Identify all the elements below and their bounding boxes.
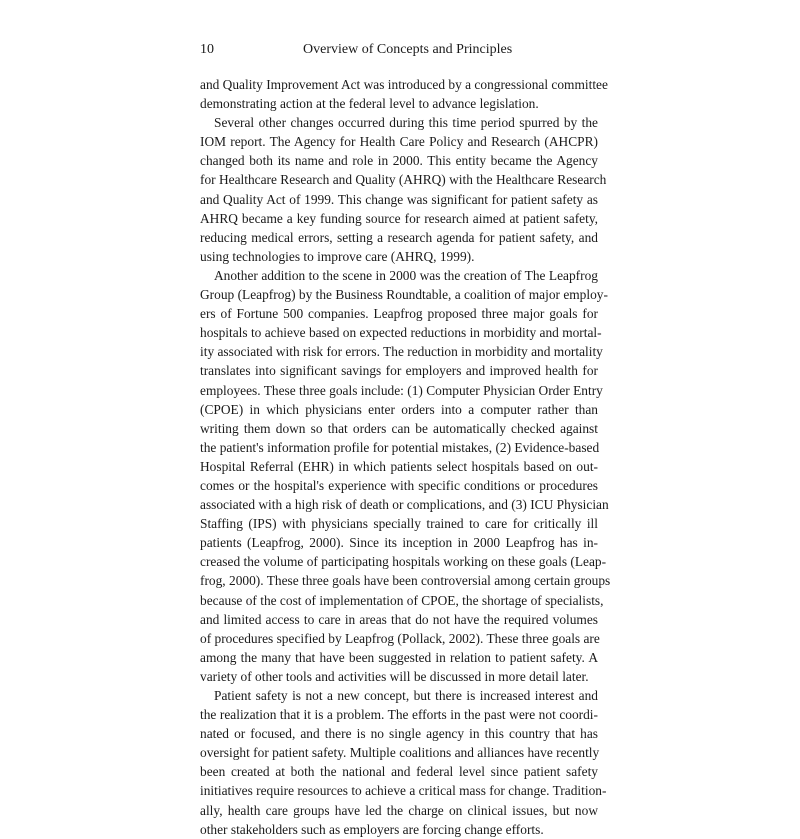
text-line: ers of Fortune 500 companies. Leapfrog proposed three major goals for [200, 306, 598, 322]
text-line: variety of other tools and activities will be discussed in more detail later. [200, 668, 589, 684]
text-line: comes or the hospital's experience with specific conditions or procedures [200, 477, 598, 493]
text-line: IOM report. The Agency for Health Care Policy and Research (AHCPR) [200, 134, 598, 150]
text-line: nated or focused, and there is no single agency in this country that has [200, 726, 598, 742]
running-head [200, 40, 600, 60]
text-line: Patient safety is not a new concept, but there is increased interest and [214, 688, 598, 703]
text-line: frog, 2000). These three goals have been controversial among certain groups [200, 573, 611, 589]
text-line: creased the volume of participating hospitals working on these goals (Leap- [200, 554, 607, 570]
text-line: Several other changes occurred during this time period spurred by the [214, 115, 598, 131]
text-line: among the many that have been suggested in relation to patient safety. A [200, 649, 598, 665]
text-line: Another addition to the scene in 2000 was the creation of The Leapfrog [214, 267, 598, 283]
text-line: and Quality Improvement Act was introduced by a congressional committee [200, 77, 608, 92]
text-line: associated with a high risk of death or complications, and (3) ICU Physician [200, 497, 609, 513]
text-line: Hospital Referral (EHR) in which patients select hospitals based on out- [200, 458, 598, 474]
page-number: 10 [200, 42, 214, 57]
text-line: patients (Leapfrog, 2000). Since its inception in 2000 Leapfrog has in- [200, 535, 598, 551]
text-line: Staffing (IPS) with physicians specially trained to care for critically ill [200, 516, 598, 532]
text-line: employees. These three goals include: (1) Computer Physician Order Entry [200, 382, 603, 398]
text-line: for Healthcare Research and Quality (AHRQ) with the Healthcare Research [200, 172, 607, 188]
text-line: using technologies to improve care (AHRQ, 1999). [200, 248, 475, 264]
text-line: translates into significant savings for employers and improved health for [200, 363, 598, 379]
text-line: of procedures specified by Leapfrog (Pollack, 2002). These three goals are [200, 630, 600, 646]
text-line: demonstrating action at the federal level to advance legislation. [200, 96, 539, 112]
text-line: writing them down so that orders can be automatically checked against [200, 420, 598, 436]
text-line: the patient's information profile for potential mistakes, (2) Evidence-based [200, 439, 600, 455]
text-line: changed both its name and role in 2000. This entity became the Agency [200, 153, 598, 169]
text-line: ally, health care groups have led the charge on clinical issues, but now [200, 802, 598, 818]
text-line: initiatives require resources to achieve a critical mass for change. Tradition- [200, 783, 607, 799]
text-line: ity associated with risk for errors. The reduction in morbidity and mortality [200, 344, 603, 360]
text-line: because of the cost of implementation of CPOE, the shortage of specialists, [200, 592, 604, 608]
chapter-title: Overview of Concepts and Principles [303, 42, 513, 57]
text-line: other stakeholders such as employers are forcing change efforts. [200, 821, 544, 837]
text-line: and limited access to care in areas that do not have the required volumes [200, 611, 598, 627]
body-text [200, 75, 611, 839]
text-line: oversight for patient safety. Multiple coalitions and alliances have recently [200, 745, 600, 761]
text-line: and Quality Act of 1999. This change was significant for patient safety as [200, 191, 598, 207]
text-line: been created at both the national and federal level since patient safety [200, 764, 598, 780]
text-line: AHRQ became a key funding source for research aimed at patient safety, [200, 210, 598, 226]
text-line: Group (Leapfrog) by the Business Roundtable, a coalition of major employ- [200, 287, 608, 303]
text-line: hospitals to achieve based on expected reductions in morbidity and mortal- [200, 325, 602, 341]
text-line: the realization that it is a problem. The efforts in the past were not coordi- [200, 707, 598, 723]
text-line: (CPOE) in which physicians enter orders into a computer rather than [200, 401, 598, 417]
text-line: reducing medical errors, setting a research agenda for patient safety, and [200, 229, 598, 245]
